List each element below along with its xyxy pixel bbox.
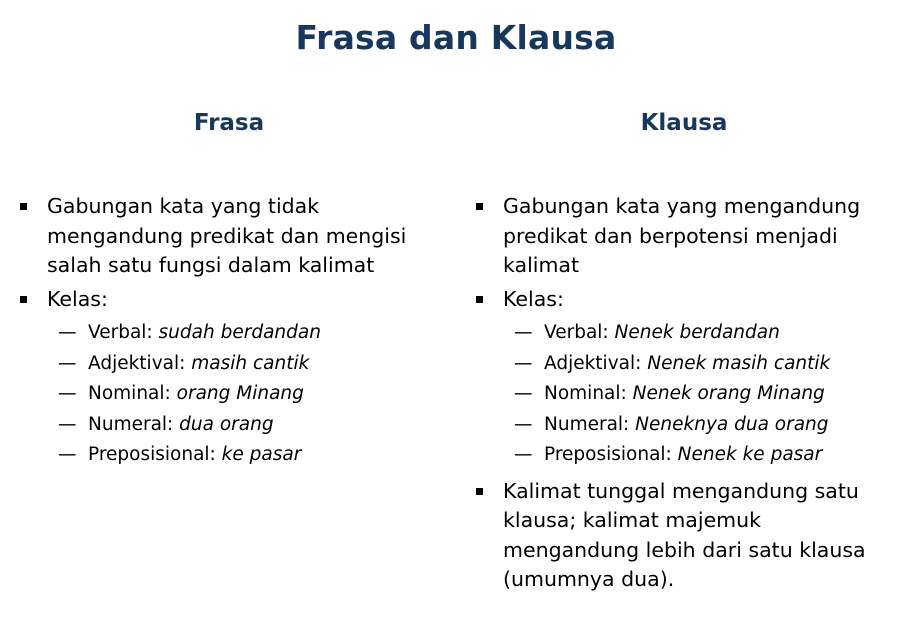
class-label: Numeral:	[88, 413, 180, 435]
frasa-class-item	[18, 379, 438, 410]
frasa-class-list	[18, 318, 438, 471]
klausa-column	[474, 192, 894, 599]
class-example: Neneknya dua orang	[635, 413, 829, 435]
class-label: Nominal:	[544, 383, 633, 404]
class-example: ke pasar	[221, 444, 302, 465]
dash-icon: —	[58, 444, 77, 465]
frasa-classes-label: Kelas:	[47, 286, 108, 311]
frasa-bullet-definition	[18, 192, 438, 281]
klausa-bullet-definition	[474, 192, 894, 281]
frasa-class-item	[18, 318, 438, 349]
klausa-class-item	[474, 410, 894, 441]
frasa-class-item	[18, 440, 438, 471]
class-example: Nenek orang Minang	[632, 383, 825, 404]
class-label: Verbal:	[544, 322, 615, 343]
class-label: Preposisional:	[544, 444, 678, 465]
dash-icon: —	[514, 383, 533, 404]
dash-icon: —	[58, 322, 77, 343]
klausa-definition-text: Gabungan kata yang mengandung predikat dan berpotensi menjadi kalimat	[503, 194, 861, 277]
klausa-sentence-note-text: Kalimat tunggal mengandung satu klausa; kalimat majemuk mengandung lebih dari satu klausa (umumnya dua).	[503, 478, 866, 591]
square-bullet-icon	[476, 203, 483, 210]
klausa-heading: Klausa	[640, 110, 728, 136]
class-label: Adjektival:	[88, 352, 192, 374]
class-label: Adjektival:	[544, 352, 648, 374]
dash-icon: —	[514, 444, 533, 465]
class-example: dua orang	[179, 413, 274, 435]
square-bullet-icon	[476, 488, 483, 495]
klausa-bullet-classes	[474, 285, 894, 315]
klausa-class-item	[474, 349, 894, 380]
class-example: Nenek ke pasar	[677, 444, 823, 465]
class-label: Preposisional:	[88, 444, 222, 465]
class-example: Nenek masih cantik	[647, 352, 831, 374]
square-bullet-icon	[20, 203, 27, 210]
slide-title: Frasa dan Klausa	[295, 18, 617, 57]
class-label: Numeral:	[544, 413, 636, 435]
klausa-class-item	[474, 440, 894, 471]
class-example: orang Minang	[176, 383, 304, 404]
class-label: Verbal:	[88, 322, 159, 343]
frasa-class-item	[18, 349, 438, 380]
class-label: Nominal:	[88, 383, 177, 404]
klausa-class-item	[474, 318, 894, 349]
dash-icon: —	[514, 322, 533, 343]
dash-icon: —	[58, 383, 77, 404]
frasa-column	[18, 192, 438, 477]
dash-icon: —	[514, 413, 533, 435]
class-example: masih cantik	[191, 352, 310, 374]
frasa-definition-text: Gabungan kata yang tidak mengandung predikat dan mengisi salah satu fungsi dalam kalimat	[47, 194, 407, 277]
klausa-bullet-sentence-note	[474, 477, 894, 595]
class-example: sudah berdandan	[158, 322, 321, 343]
klausa-class-item	[474, 379, 894, 410]
frasa-class-item	[18, 410, 438, 441]
dash-icon: —	[58, 413, 77, 435]
klausa-classes-label: Kelas:	[503, 286, 564, 311]
klausa-class-list	[474, 318, 894, 471]
frasa-heading: Frasa	[193, 110, 265, 136]
square-bullet-icon	[20, 296, 27, 303]
frasa-bullet-classes	[18, 285, 438, 315]
square-bullet-icon	[476, 296, 483, 303]
dash-icon: —	[514, 352, 533, 374]
class-example: Nenek berdandan	[614, 322, 780, 343]
dash-icon: —	[58, 352, 77, 374]
